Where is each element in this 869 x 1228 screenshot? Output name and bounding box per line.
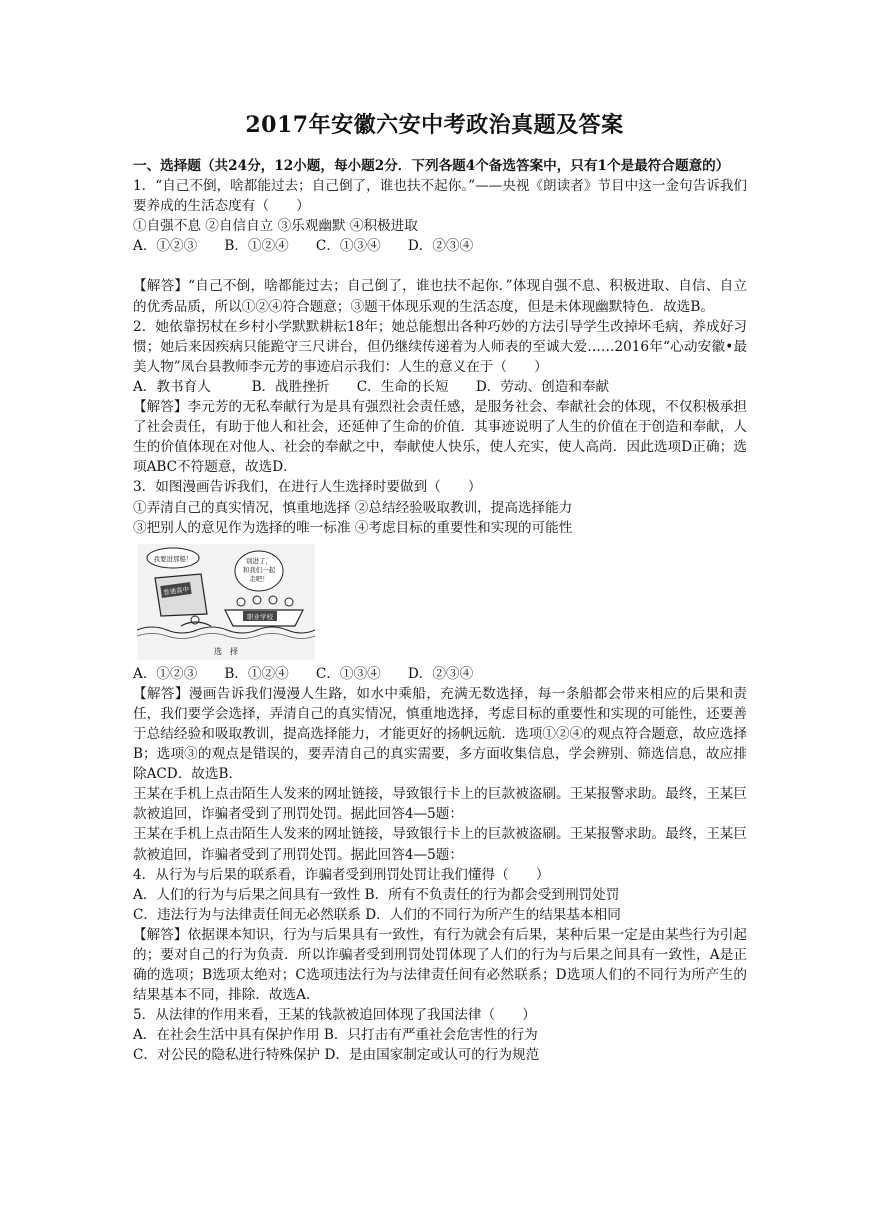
question-4-options-ab: A．人们的行为与后果之间具有一致性 B．所有不负责任的行为都会受到刑罚处罚	[133, 886, 620, 903]
cartoon-bubble-left: 我要进那船！	[153, 554, 193, 563]
section-header: 一、选择题（共24分，12小题，每小题2分．下列各题4个备选答案中，只有1个是最符合题意的）	[133, 158, 730, 174]
cartoon-ship-label: 普通高中	[162, 584, 190, 597]
cartoon-bubble-right-3: 走吧！	[249, 574, 269, 583]
question-2-stem: 2．她依靠拐杖在乡村小学默默耕耘18年；她总能想出各种巧妙的方法引导学生改掉坏毛病，养成好习惯；她后来因疾病只能跪守三尺讲台，但仍继续传递着为人师表的至诚大爱……2016年“心动安徽•最美人物”凤台县教师李元芳的事迹启示我们：人生的意义在于（ ）	[133, 318, 747, 375]
page-title: 2017年安徽六安中考政治真题及答案	[245, 112, 624, 138]
question-1-items: ①自强不息 ②自信自立 ③乐观幽默 ④积极进取	[133, 218, 418, 235]
question-3-items-2: ③把别人的意见作为选择的唯一标准 ④考虑目标的重要性和实现的可能性	[133, 519, 573, 536]
question-5-options-cd: C．对公民的隐私进行特殊保护 D．是由国家制定或认可的行为规范	[133, 1047, 540, 1064]
question-4-stem: 4．从行为与后果的联系看，诈骗者受到刑罚处罚让我们懂得（ ）	[133, 866, 550, 883]
question-1-answer: 【解答】“自己不倒，啥都能过去；自己倒了，谁也扶不起你．”体现自强不息、积极进取、自信、自立的优秀品质，所以①②④符合题意；③题干体现乐观的生活态度，但是未体现幽默特色．故选B。	[133, 278, 747, 315]
question-1-options: A．①②③ B．①②④ C．①③④ D．②③④	[133, 238, 474, 255]
question-2-answer: 【解答】李元芳的无私奉献行为是具有强烈社会责任感，是服务社会、奉献社会的体现，不仅积极承担了社会责任，有助于他人和社会，还延伸了生命的价值．其事迹说明了人生的价值在于创造和奉献，人生的价值体现在对他人、社会的奉献之中，奉献使人快乐，使人充实，使人高尚．因此选项D正确；选项ABC不符题意，故选D．	[133, 399, 747, 476]
question-4-answer: 【解答】依据课本知识，行为与后果具有一致性，有行为就会有后果，某种后果一定是由某些行为引起的；要对自己的行为负责．所以诈骗者受到刑罚处罚体现了人们的行为与后果之间具有一致性，A是正确的选项；B选项太绝对；C选项违法行为与法律责任间有必然联系；D选项人们的不同行为所产生的结果基本不同，排除．故选A．	[133, 926, 747, 1004]
cartoon-bubble-right-1: 别进了，	[246, 556, 272, 565]
question-3-items-1: ①弄清自己的真实情况，慎重地选择 ②总结经验吸取教训，提高选择能力	[133, 499, 573, 516]
cartoon-image	[137, 544, 315, 660]
cartoon-bubble-right-2: 和我们一起	[242, 565, 276, 574]
question-3-stem: 3．如图漫画告诉我们，在进行人生选择时要做到（ ）	[133, 479, 482, 496]
question-3-answer: 【解答】漫画告诉我们漫漫人生路，如水中乘船，充满无数选择，每一条船都会带来相应的后果和责任，我们要学会选择，弄清自己的真实情况，慎重地选择，考虑目标的重要性和实现的可能性，还要善于总结经验和吸取教训，提高选择能力，才能更好的扬帆远航．选项①②④的观点符合题意，故应选择B；选项③的观点是错误的，要弄清自己的真实需要，多方面收集信息，学会辨别、筛选信息，故应排除ACD．故选B．	[133, 685, 747, 783]
question-4-options-cd: C．违法行为与法律责任间无必然联系 D．人们的不同行为所产生的结果基本相同	[133, 906, 621, 923]
spacer	[133, 256, 747, 276]
question-5-options-ab: A．在社会生活中具有保护作用 B．只打击有严重社会危害性的行为	[133, 1027, 538, 1044]
document-body	[133, 156, 747, 1066]
question-1-stem: 1．“自己不倒，啥都能过去；自己倒了，谁也扶不起你。”——央视《朗读者》节目中这一金句告诉我们要养成的生活态度有（ ）	[133, 178, 747, 215]
question-2-options: A．教书育人 B．战胜挫折 C．生命的长短 D．劳动、创造和奉献	[133, 378, 610, 395]
material-paragraph-2: 王某在手机上点击陌生人发来的网址链接，导致银行卡上的巨款被盗刷。王某报警求助。最终，王某巨款被追回，诈骗者受到了刑罚处罚。据此回答4—5题：	[133, 826, 747, 863]
cartoon-boat-label: 职业学校	[247, 612, 273, 621]
question-3-options: A．①②③ B．①②④ C．①③④ D．②③④	[133, 665, 474, 682]
cartoon-caption: 选 择	[214, 646, 238, 656]
material-paragraph-1: 王某在手机上点击陌生人发来的网址链接，导致银行卡上的巨款被盗刷。王某报警求助。最终，王某巨款被追回，诈骗者受到了刑罚处罚。据此回答4—5题：	[133, 786, 747, 823]
question-5-stem: 5．从法律的作用来看，王某的钱款被追回体现了我国法律（ ）	[133, 1007, 536, 1024]
